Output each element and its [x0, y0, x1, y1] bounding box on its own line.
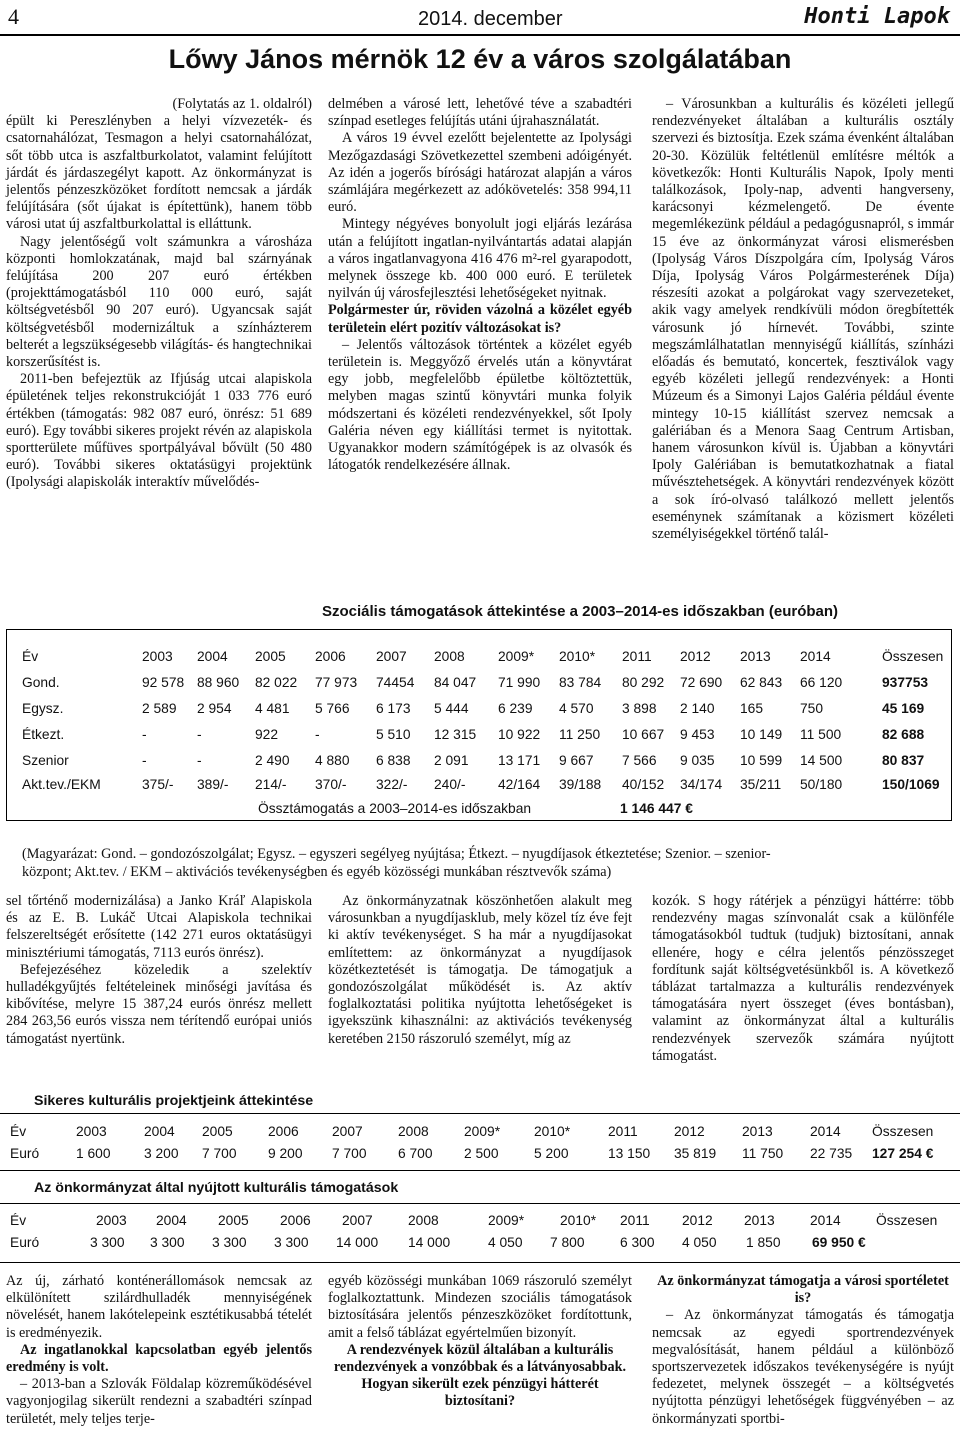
- table-cell: 6 300: [620, 1235, 655, 1250]
- table-cell: 34/174: [680, 777, 723, 792]
- table-cell: 127 254 €: [872, 1146, 934, 1161]
- question-text: Az önkormányzat támogatja a városi sportéletet is?: [657, 1273, 949, 1307]
- paragraph: – Jelentős változások történtek a közélet egyéb területein is. Meggyőző érvelés után a könyvtárat egy jobb, megfelelőbb épületbe költöztettük, melyben magas szintű könyvtári munka folyik módszertani és közéleti rendezvényekkel, sőt Ipoly Galéria néven egy kiállítási termet is nyitottak. Ugyanakkor modern számítógépek is az olvasók és látogatók rendelkezésére állnak.: [328, 336, 632, 474]
- table-cell: 2 091: [434, 753, 469, 768]
- paragraph: 2011-ben befejeztük az Ifjúság utcai alapiskola épületének teljes rekonstrukcióját 1 033 776 euró értékben (támogatás: 982 087 euró, önrész: 51 689 euró). Egy további sikeres projekt révén az alapiskola sportterülete műfüves sportpályával bővült (50 480 euró). További sikeres oktatásügyi projektünk (Ipolysági alapiskolák interaktív művelődés-: [6, 371, 312, 491]
- table-cell: 150/1069: [882, 777, 940, 792]
- table-cell: 9 200: [268, 1146, 303, 1161]
- table-cell: 2014: [810, 1213, 841, 1228]
- table-cell: 4 481: [255, 701, 290, 716]
- table-cell: 6 838: [376, 753, 411, 768]
- paragraph: delmében a városé lett, lehetővé téve a szabadtéri színpad esetleges felújítás utáni újrahasználatát.: [328, 96, 632, 130]
- issue-date: 2014. december: [418, 8, 563, 30]
- table-cell: 88 960: [197, 675, 240, 690]
- table-cell: 40/152: [622, 777, 665, 792]
- table-cell: 165: [740, 701, 764, 716]
- table-rule: [0, 1203, 960, 1204]
- continuation-note: (Folytatás az 1. oldalról): [172, 96, 312, 112]
- culture-table: [10, 1124, 954, 1168]
- paragraph: kozók. S hogy rátérjek a pénzügyi háttérre: több rendezvény magas színvonalát csak a különféle támogatásokból tudtuk (tudjuk) biztosítani, annak ellenére, hogy e célra jelentős pénzösszeget fordítunk saját költségvetésünkből is. A következő táblázat tartalmazza a kulturális rendezvények támogatására nyert összeget (éves bontásban), valamint az önkormányzat által a kulturális rendezvények szervezők számára nyújtott támogatást.: [652, 893, 954, 1064]
- table-rule: [0, 1170, 960, 1171]
- legend-line: (Magyarázat: Gond. – gondozószolgálat; Egysz. – egyszeri segélyeg nyújtása; Étkezt. – nyugdíjasok étkeztetése; Szenior. – szenior-: [22, 846, 771, 862]
- question-text: Az ingatlanokkal kapcsolatban egyéb jelentős eredmény is volt.: [6, 1341, 312, 1376]
- table-cell: 2009*: [498, 649, 535, 664]
- table-cell: 9 453: [680, 727, 715, 742]
- table-cell: 39/188: [559, 777, 602, 792]
- table-cell: 3 300: [90, 1235, 125, 1250]
- paragraph: Az új, zárható konténerállomások nemcsak az elkülönített szilárdhulladék mennyiségének növelését, hanem lakótelepeink esztétikusabbá tételét is eredményezik.: [6, 1273, 312, 1341]
- table-cell: 2003: [96, 1213, 127, 1228]
- column-7: [6, 1273, 312, 1428]
- table-cell: 92 578: [142, 675, 185, 690]
- row-label: Év: [22, 649, 39, 664]
- table-cell: -: [197, 727, 202, 742]
- table-cell: 10 667: [622, 727, 665, 742]
- table-cell: 13 150: [608, 1146, 651, 1161]
- row-label: Euró: [10, 1235, 40, 1250]
- table-cell: 22 735: [810, 1146, 853, 1161]
- table-cell: 6 173: [376, 701, 411, 716]
- table-cell: 2013: [744, 1213, 775, 1228]
- table-cell: 2006: [315, 649, 346, 664]
- table-cell: 3 898: [622, 701, 657, 716]
- table-cell: 10 599: [740, 753, 783, 768]
- table-cell: 80 292: [622, 675, 665, 690]
- table-cell: 3 200: [144, 1146, 179, 1161]
- table-cell: Összesen: [876, 1213, 938, 1228]
- table-cell: 2014: [800, 649, 831, 664]
- table-legend: [22, 845, 942, 881]
- table-cell: 2013: [740, 649, 771, 664]
- row-label: Szenior: [22, 753, 69, 768]
- table-cell: 4 050: [682, 1235, 717, 1250]
- interview-question: [652, 1273, 954, 1307]
- table-cell: 5 444: [434, 701, 469, 716]
- table-cell: 2012: [680, 649, 711, 664]
- table-cell: 12 315: [434, 727, 477, 742]
- row-label: Év: [10, 1124, 27, 1139]
- table-cell: 11 750: [742, 1146, 784, 1161]
- table-cell: 11 500: [800, 727, 842, 742]
- row-label: Euró: [10, 1146, 40, 1161]
- row-label: Akt.tev./EKM: [22, 777, 101, 792]
- table-cell: 5 766: [315, 701, 350, 716]
- table-cell: 240/-: [434, 777, 466, 792]
- table-cell: 3 300: [274, 1235, 309, 1250]
- table-cell: 50/180: [800, 777, 843, 792]
- table-cell: 7 700: [332, 1146, 367, 1161]
- paragraph: Mintegy négyéves bonyolult jogi eljárás lezárása után a felújított ingatlan-nyilvántartás adatai alapján a város ingatlanvagyona 416 476 m²-rel gyarapodott, melynek összege kb. 400 000 euró. E területek nyilván új városfejlesztési lehetőségeket nyitnak.: [328, 216, 632, 302]
- table-cell: 82 688: [882, 727, 925, 742]
- table-cell: 2008: [398, 1124, 429, 1139]
- question-text: A rendezvények közül általában a kulturális rendezvények a vonzóbbak és a látványosabbak. Hogyan sikerült ezek pénzügyi hátterét biztosítani?: [333, 1341, 627, 1410]
- table-cell: 937753: [882, 675, 929, 690]
- paragraph: Az önkormányzatnak köszönhetően alakult meg városunkban a nyugdíjasklub, mely közel tíz éve fejt ki aktív tevékenységet. S ha már a nyugdíjasokat említettem: az önkormányzat a nyugdíjasok közétkeztetését is támogatja. De támogatjuk a gondozószolgálat működését is. Az aktív foglalkoztatási politika nyújtotta lehetőségeket is igyekszünk kihasználni: az aktivációs tevékenység keretében 2150 rászoruló személyt, míg az: [328, 893, 632, 1047]
- table-cell: 42/164: [498, 777, 541, 792]
- table-cell: 2 500: [464, 1146, 499, 1161]
- row-label: Egysz.: [22, 701, 64, 716]
- table-cell: 922: [255, 727, 279, 742]
- table-cell: 2010*: [559, 649, 596, 664]
- legend-line: központ; Akt.tev. / EKM – aktivációs tevékenységben és egyéb közösségi munkában résztvevők száma): [22, 864, 612, 880]
- table-cell: 1 850: [746, 1235, 781, 1250]
- table-cell: 35/211: [740, 777, 782, 792]
- table-cell: 74454: [376, 675, 415, 690]
- paragraph: Nagy jelentőségű volt számunkra a városháza központi homlokzatának, majd bal szárnyának felújítása 200 207 euró értékben (projekttámogatásból 110 000 euró, saját költségvetésből 90 207 euró). Ugyancsak saját költségvetésből modernizáltuk a színházterem belterét a legszükségesebb világítás- és hangtechnikai korszerűsítést is.: [6, 233, 312, 371]
- table-cell: 7 700: [202, 1146, 237, 1161]
- table-cell: -: [197, 753, 202, 768]
- table-cell: 2003: [76, 1124, 107, 1139]
- paragraph: – Az önkormányzat támogatás és támogatja nemcsak az egyedi sportrendezvények megvalósítását, hanem például a különböző sportszervezetek időszakos tevékenységére is nyújt fedezetet, melynek összegét – a költségvetés nyújtotta pénzügyi lehetőségek függvényében – az önkormányzati sportbi-: [652, 1307, 954, 1427]
- table-cell: 2004: [156, 1213, 187, 1228]
- table-cell: 13 171: [498, 753, 541, 768]
- municipal-table: [10, 1213, 954, 1257]
- table-cell: 72 690: [680, 675, 723, 690]
- table-cell: 6 700: [398, 1146, 433, 1161]
- table-cell: 2012: [674, 1124, 705, 1139]
- table-cell: 2 490: [255, 753, 290, 768]
- table-cell: 10 922: [498, 727, 541, 742]
- table-cell: 2008: [434, 649, 465, 664]
- table-cell: 2012: [682, 1213, 713, 1228]
- paragraph: egyéb közösségi munkában 1069 rászoruló személyt foglalkoztattunk. Mindezen szociális támogatások biztosítására jelentős pénzeszközöket fordítottunk, amit a felső táblázat egyértelműen bizonyít.: [328, 1273, 632, 1341]
- table-cell: 83 784: [559, 675, 602, 690]
- table-cell: 5 200: [534, 1146, 569, 1161]
- table-cell: 82 022: [255, 675, 298, 690]
- table-cell: 2005: [255, 649, 286, 664]
- table-cell: -: [315, 727, 320, 742]
- table-cell: 214/-: [255, 777, 287, 792]
- table-cell: 69 950 €: [812, 1235, 866, 1250]
- paragraph: Befejezéséhez közeledik a szelektív hulladékgyűjtés feltételeinek minőségi javítása és kibővítése, melyre 15 387,24 eurós önrész mellett 284 263,56 eurós vissza nem térítendő európai uniós támogatást nyertünk.: [6, 961, 312, 1047]
- culture-table-title: Sikeres kulturális projektjeink áttekintése: [34, 1093, 314, 1109]
- total-label: Össztámogatás a 2003–2014-es időszakban: [258, 801, 532, 816]
- table-rule: [0, 1262, 960, 1263]
- table-cell: 14 000: [408, 1235, 451, 1250]
- table-cell: 370/-: [315, 777, 347, 792]
- table-cell: 4 050: [488, 1235, 523, 1250]
- table-cell: 14 500: [800, 753, 843, 768]
- table-cell: 80 837: [882, 753, 925, 768]
- table-cell: 6 239: [498, 701, 533, 716]
- table-cell: 322/-: [376, 777, 408, 792]
- table-cell: 2009*: [488, 1213, 525, 1228]
- table-cell: 11 250: [559, 727, 601, 742]
- table-cell: 4 880: [315, 753, 350, 768]
- total-value: 1 146 447 €: [620, 801, 693, 816]
- paragraph: épült ki Pereszlényben a helyi vízvezeték- és csatornahálózat, Tesmagon a helyi csatornahálózat, sőt több utca is aszfaltburkolatot, valamint felújított járdát és járdaszegélyt kapott. Az önkormányzat is jelentős pénzeszközöket fordított nemcsak a járdák felújítására (sőt újakat is építettünk), hanem több városi utat új aszfaltburkolattal is elláttunk.: [6, 113, 312, 233]
- table-cell: 2009*: [464, 1124, 501, 1139]
- social-table-title: Szociális támogatások áttekintése a 2003–2014-es időszakban (euróban): [322, 603, 839, 620]
- social-table: [22, 649, 952, 819]
- table-cell: 2011: [608, 1124, 638, 1139]
- table-cell: 9 035: [680, 753, 715, 768]
- table-cell: Összesen: [882, 649, 944, 664]
- paragraph: – 2013-ban a Szlovák Földalap közreműködésével vagyonjogilag sikerült rendezni a szabadtéri színpad területét, mely teljes terje-: [6, 1376, 312, 1427]
- table-cell: 2011: [622, 649, 652, 664]
- column-6: [652, 893, 954, 1065]
- interview-question: [6, 1342, 312, 1376]
- table-cell: 2008: [408, 1213, 439, 1228]
- table-cell: 62 843: [740, 675, 783, 690]
- paragraph: sel tőrténő modernizálása) a Janko Kráľ Alapiskola és az E. B. Lukáč Utcai Alapiskola technikai felszereltségét erősítette (142 271 euros oktatásügyi minisztériumi támogatás, 7113 eurós önrész).: [6, 893, 312, 961]
- question-text: Polgármester úr, röviden vázolná a közélet egyéb területein elért pozitív változásokat is?: [328, 302, 632, 336]
- table-cell: 375/-: [142, 777, 174, 792]
- interview-question: [328, 302, 632, 336]
- column-3: [652, 96, 954, 543]
- table-cell: 10 149: [740, 727, 783, 742]
- table-cell: 2007: [376, 649, 407, 664]
- table-cell: 2004: [197, 649, 228, 664]
- column-5: [328, 893, 632, 1048]
- table-rule: [0, 1113, 960, 1114]
- table-cell: 3 300: [150, 1235, 185, 1250]
- table-cell: 2006: [280, 1213, 311, 1228]
- article-title: Lőwy János mérnök 12 év a város szolgálatában: [168, 44, 792, 74]
- table-cell: 7 566: [622, 753, 657, 768]
- header-rule: [0, 34, 960, 36]
- row-label: Étkezt.: [22, 727, 65, 742]
- table-cell: 66 120: [800, 675, 843, 690]
- table-cell: Összesen: [872, 1124, 934, 1139]
- municipal-table-title: Az önkormányzat által nyújtott kulturális támogatások: [34, 1180, 399, 1196]
- table-cell: -: [142, 727, 147, 742]
- table-cell: 77 973: [315, 675, 358, 690]
- table-cell: 2006: [268, 1124, 299, 1139]
- column-1: [6, 96, 312, 492]
- column-2: [328, 96, 632, 474]
- row-label: Gond.: [22, 675, 60, 690]
- table-cell: 2007: [332, 1124, 363, 1139]
- column-4: [6, 893, 312, 1048]
- table-cell: 2 589: [142, 701, 177, 716]
- table-cell: -: [142, 753, 147, 768]
- table-cell: 2004: [144, 1124, 175, 1139]
- paragraph: A város 19 évvel ezelőtt bejelentette az Ipolysági Mezőgazdasági Szövetkezettel szembeni adóigényét. Az idén a jogerős bírósági határozat alapján a város számlájára megérkezett az adókövetelés: 358 994,11 euró.: [328, 130, 632, 216]
- newspaper-name: Honti Lapok: [804, 4, 950, 29]
- table-cell: 2 954: [197, 701, 232, 716]
- table-cell: 35 819: [674, 1146, 717, 1161]
- table-cell: 2014: [810, 1124, 841, 1139]
- table-cell: 2003: [142, 649, 173, 664]
- table-cell: 2005: [202, 1124, 233, 1139]
- table-cell: 389/-: [197, 777, 229, 792]
- table-cell: 750: [800, 701, 824, 716]
- table-cell: 2010*: [534, 1124, 571, 1139]
- table-cell: 4 570: [559, 701, 594, 716]
- table-cell: 2005: [218, 1213, 249, 1228]
- table-cell: 9 667: [559, 753, 594, 768]
- page-number: 4: [8, 4, 19, 29]
- table-cell: 45 169: [882, 701, 925, 716]
- table-cell: 7 800: [550, 1235, 585, 1250]
- interview-question: [328, 1342, 632, 1411]
- column-9: [652, 1273, 954, 1428]
- table-cell: 1 600: [76, 1146, 111, 1161]
- paragraph: – Városunkban a kulturális és közéleti jellegű rendezvényeket általában a kulturális osztály szervezi és biztosítja. Ezek száma évenként általában 20-30. Közülük feltétlenül említésre méltók a következők: Honti Kulturális Napok, Ipoly menti találkozások, Ipoly-nap, adventi hangverseny, karácsonyi kézmelengető. De évente megemlékezünk például a pedagógusnapról, s immár 15 éve az önkormányzat városi elismerésben (Ipolyság Város Díszpolgára cím, Ipolyság Város Díja, Ipolyság Város Polgármesterének Díja) részesíti azokat a polgárokat vagy szervezeteket, akik vagy amelyek rendkívüli módon öregbítették városunk jó hírnevét. További, szinte megszámlálhatatlan mennyiségű kiállítás, színházi előadás és bemutató, koncertek, fesztiválok vagy egyéb közéleti jellegű rendezvények: a Honti Múzeum és a Simonyi Lajos Galéria például évente mintegy 10-15 kiállítást szervez nemcsak a galériában és a Menora Saag Centrum Artisban, hanem városunkon kívül is. Újabban a könyvtári Ipoly Galériában is bemutatkozhatnak a fiatal művésztehetségek. A könyvtári rendezvények között a sok író-olvasó találkozó mellett jelentős eseménynek számítanak a közismert közéleti személyiségekkel történő talál-: [652, 96, 954, 543]
- table-cell: 14 000: [336, 1235, 379, 1250]
- table-cell: 2011: [620, 1213, 650, 1228]
- table-cell: 84 047: [434, 675, 477, 690]
- row-label: Év: [10, 1213, 27, 1228]
- table-cell: 3 300: [212, 1235, 247, 1250]
- table-cell: 2013: [742, 1124, 773, 1139]
- table-cell: 5 510: [376, 727, 411, 742]
- table-cell: 2 140: [680, 701, 715, 716]
- column-8: [328, 1273, 632, 1411]
- table-cell: 2007: [342, 1213, 373, 1228]
- table-cell: 71 990: [498, 675, 541, 690]
- table-cell: 2010*: [560, 1213, 597, 1228]
